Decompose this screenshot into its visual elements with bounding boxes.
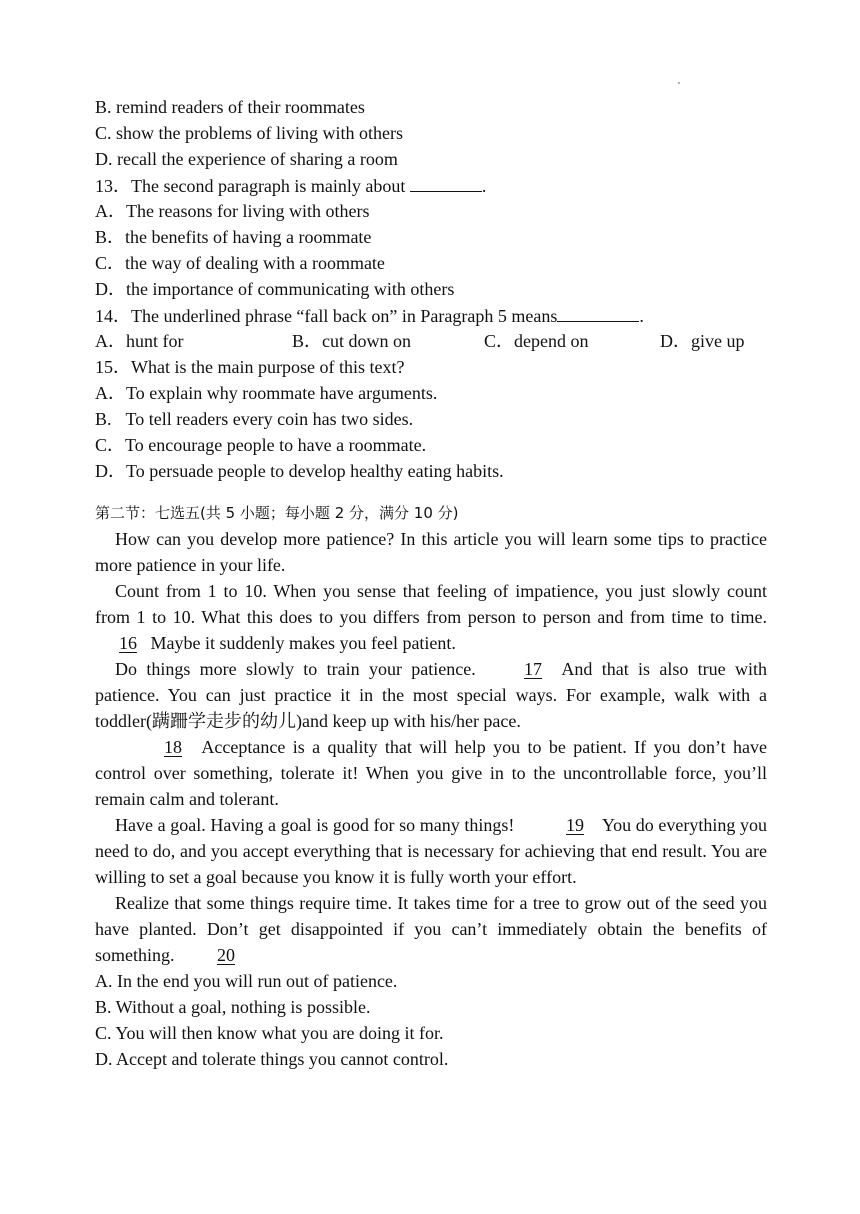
section-heading: 第二节：七选五(共 5 小题；每小题 2 分，满分 10 分)	[95, 504, 459, 522]
q14-option-b: B．cut down on	[292, 331, 411, 351]
passage-paragraph-6	[95, 890, 767, 968]
passage-p3-text-b: And that is also true with patience. You can just practice it in the most special ways. For example, walk with a toddler(蹒跚学走步的幼儿)and keep up with his/her pace.	[95, 659, 767, 731]
q15-option-b-letter: B.	[95, 409, 112, 429]
passage-paragraph-3	[95, 656, 767, 734]
q15-stem: 15．What is the main purpose of this text?	[95, 357, 405, 377]
blank-16: 16	[119, 633, 137, 653]
q14-option-a: A．hunt for	[95, 331, 184, 351]
exam-page	[95, 94, 767, 1072]
q15-option-b-text: To tell readers every coin has two sides.	[125, 409, 414, 429]
q14-stem: 14．The underlined phrase “fall back on” in Paragraph 5 means .	[95, 302, 767, 328]
choice-b: B. Without a goal, nothing is possible.	[95, 997, 371, 1017]
passage-paragraph-4	[95, 734, 767, 812]
q14-option-d: D．give up	[660, 331, 745, 351]
q12-option-c: C. show the problems of living with others	[95, 123, 403, 143]
q15-option-a: A．To explain why roommate have arguments.	[95, 383, 438, 403]
passage-p3-text-a: Do things more slowly to train your patience.	[115, 659, 476, 679]
passage-paragraph-1: How can you develop more patience? In this article you will learn some tips to practice more patience in your life.	[95, 529, 767, 575]
passage-p4-text-b: Acceptance is a quality that will help you to be patient. If you don’t have control over something, tolerate it! When you give in to the uncontrollable force, you’ll remain calm and tolerant.	[95, 737, 767, 809]
passage-p6-text-a: Realize that some things require time. It takes time for a tree to grow out of the seed you have planted. Don’t get disappointed if you can’t immediately obtain the benefits of something.	[95, 893, 767, 965]
q15-option-c: C．To encourage people to have a roommate.	[95, 435, 427, 455]
answer-blank	[410, 172, 482, 192]
passage-paragraph-5	[95, 812, 767, 890]
scan-dot	[678, 82, 680, 84]
q13-option-b: B．the benefits of having a roommate	[95, 227, 372, 247]
choice-d: D. Accept and tolerate things you cannot control.	[95, 1049, 449, 1069]
q13-option-d: D．the importance of communicating with others	[95, 279, 455, 299]
q14-options	[95, 328, 767, 354]
blank-19: 19	[565, 815, 584, 835]
q13-option-a: A．The reasons for living with others	[95, 201, 370, 221]
blank-20: 20	[217, 945, 235, 965]
q13-stem-text: 13．The second paragraph is mainly about	[95, 176, 406, 196]
blank-17: 17	[524, 659, 543, 679]
passage-p2-text-a: Count from 1 to 10. When you sense that feeling of impatience, you just slowly count from 1 to 10. What this does to you differs from person to person and from time to time.	[95, 581, 767, 627]
q13-option-c: C．the way of dealing with a roommate	[95, 253, 385, 273]
q12-option-d: D. recall the experience of sharing a room	[95, 149, 398, 169]
passage-p2-text-b: Maybe it suddenly makes you feel patient.	[150, 633, 456, 653]
q14-stem-text: 14．The underlined phrase “fall back on” in Paragraph 5 means	[95, 306, 558, 326]
q12-option-b: B. remind readers of their roommates	[95, 97, 365, 117]
answer-blank	[557, 302, 639, 322]
passage-paragraph-2	[95, 578, 767, 656]
choice-a: A. In the end you will run out of patience.	[95, 971, 398, 991]
passage-p5-text-b: You do everything you need to do, and you accept everything that is necessary for achieving that end result. You are willing to set a goal because you know it is fully worth your effort.	[95, 815, 768, 887]
q14-option-c: C．depend on	[484, 331, 589, 351]
q13-stem: 13．The second paragraph is mainly about .	[95, 172, 767, 198]
q15-option-d: D．To persuade people to develop healthy eating habits.	[95, 461, 504, 481]
blank-18: 18	[164, 737, 182, 757]
q15-option-b	[95, 406, 767, 432]
choice-c: C. You will then know what you are doing it for.	[95, 1023, 444, 1043]
passage-p5-text-a: Have a goal. Having a goal is good for so many things!	[115, 815, 515, 835]
